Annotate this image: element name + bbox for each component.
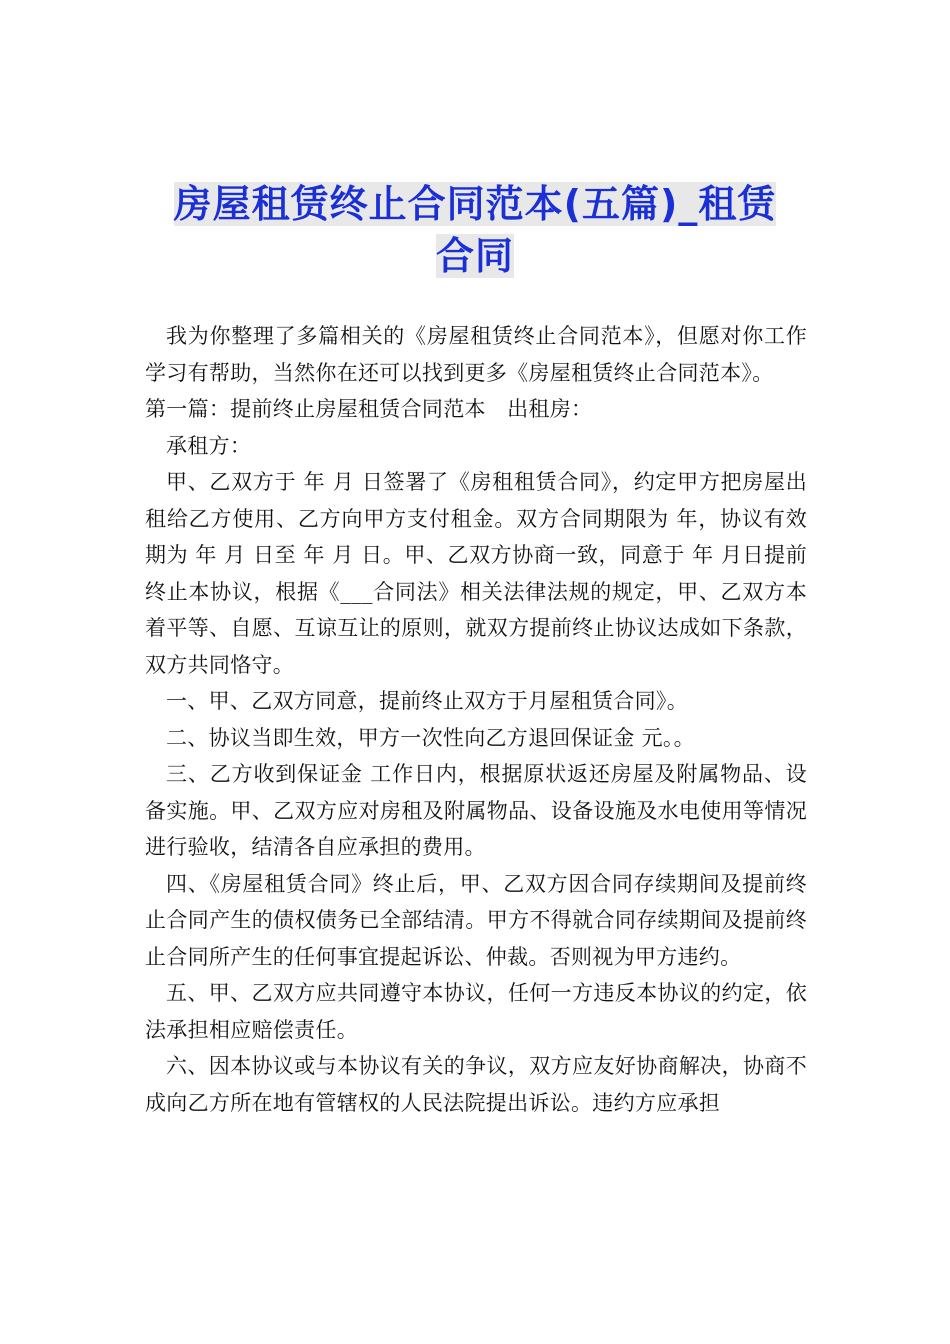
clause-2: 二、协议当即生效，甲方一次性向乙方退回保证金 元。。: [166, 725, 695, 750]
tenant-label: 承租方：: [166, 433, 252, 458]
clause-4: 四、《房屋租赁合同》终止后，甲、乙双方因合同存续期间及提前终止合同产生的债权债务已全部结清。甲方不得就合同存续期间及提前终止合同所产生的任何事宜提起诉讼、仲裁。否则视为甲方违约。: [145, 871, 807, 969]
title-container: [0, 178, 950, 282]
document-body: [145, 318, 807, 1121]
agreement-paragraph: 甲、乙双方于 年 月 日签署了《房租租赁合同》，约定甲方把房屋出租给乙方使用、乙方向甲方支付租金。双方合同期限为 年，协议有效期为 年 月 日至 年 月 日。甲、乙双方协商一致，同意于 年 月日提前终止本协议，根据《___合同法》相关法律法规的规定，甲、乙双方本着平等、自愿、互谅互让的原则，就双方提前终止协议达成如下条款，双方共同恪守。: [145, 470, 807, 677]
clause-5: 五、甲、乙双方应共同遵守本协议，任何一方违反本协议的约定，依法承担相应赔偿责任。: [145, 981, 807, 1042]
document-title: 房屋租赁终止合同范本(五篇)_租赁合同: [173, 182, 777, 278]
clause-1: 一、甲、乙双方同意，提前终止双方于月屋租赁合同》。: [166, 689, 688, 713]
clause-6: 六、因本协议或与本协议有关的争议，双方应友好协商解决，协商不成向乙方所在地有管辖权的人民法院提出诉讼。违约方应承担: [145, 1054, 807, 1115]
section-heading: 第一篇：提前终止房屋租赁合同范本 出租房：: [145, 397, 593, 421]
intro-paragraph: 我为你整理了多篇相关的《房屋租赁终止合同范本》，但愿对你工作学习有帮助，当然你在还可以找到更多《房屋租赁终止合同范本》。: [145, 324, 807, 385]
clause-3: 三、乙方收到保证金 工作日内，根据原状返还房屋及附属物品、设备实施。甲、乙双方应对房租及附属物品、设备设施及水电使用等情况进行验收，结清各自应承担的费用。: [145, 762, 807, 859]
